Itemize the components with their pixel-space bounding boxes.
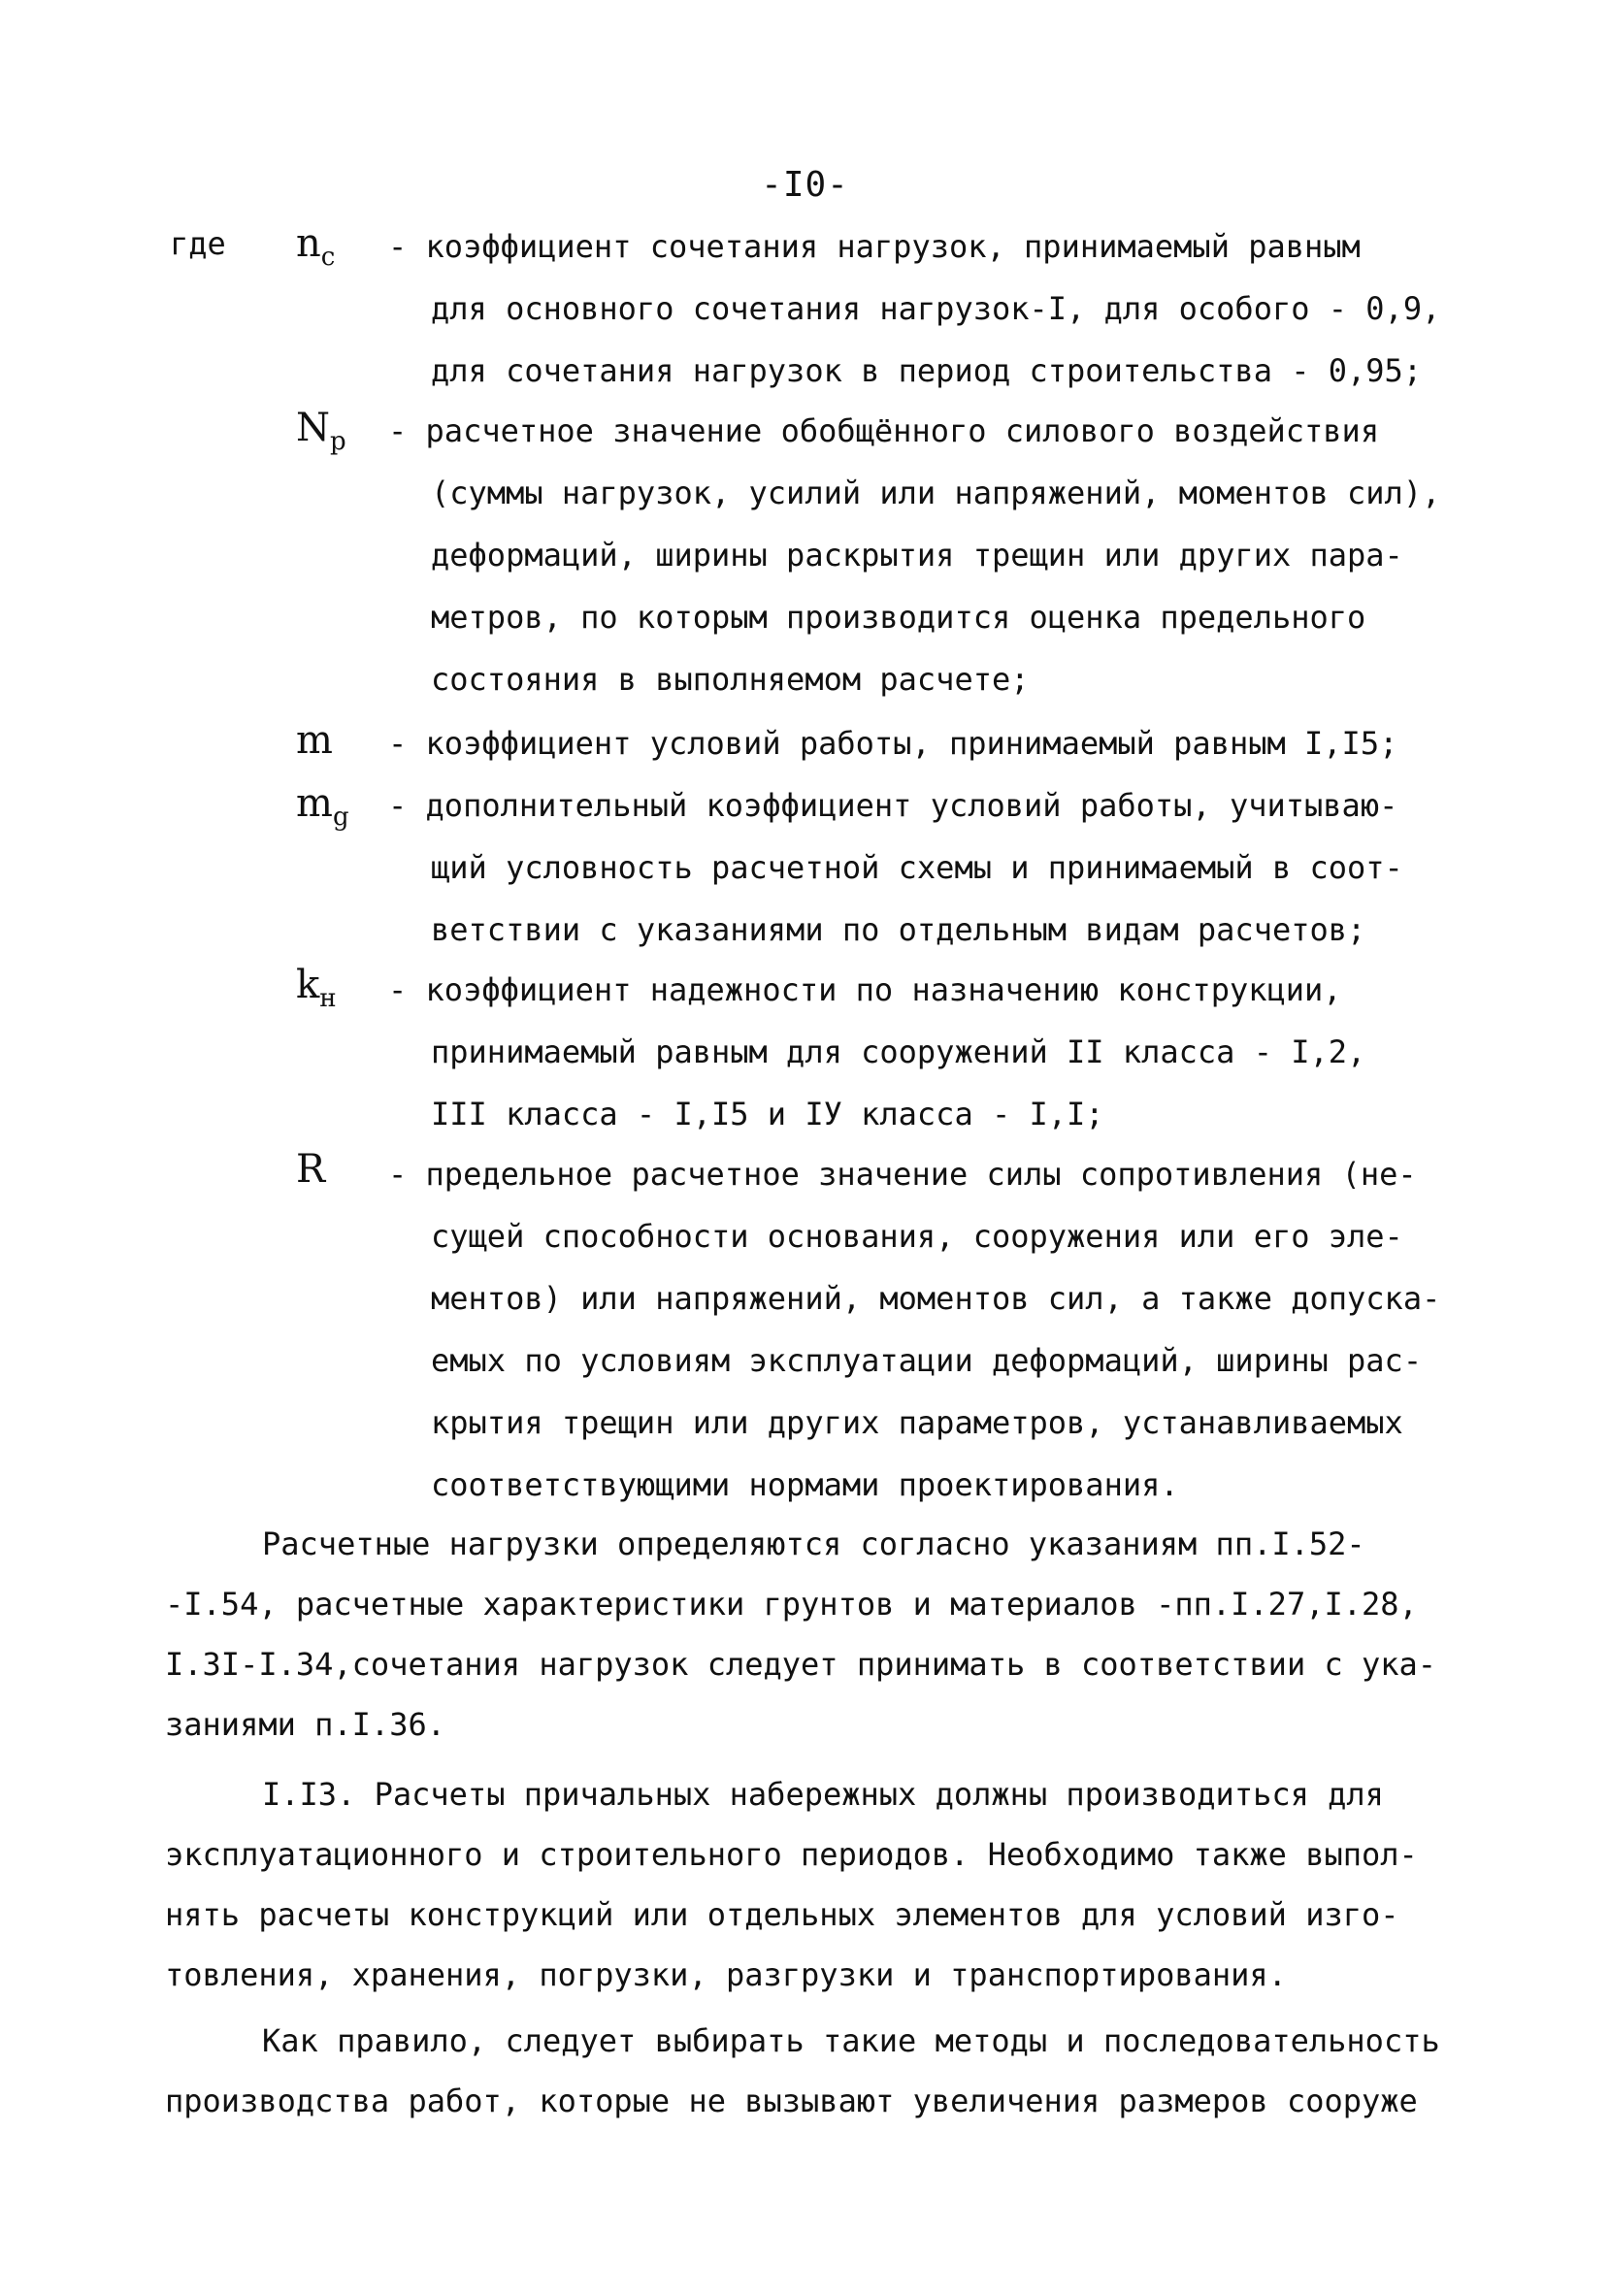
definition-line: для основного сочетания нагрузок-I, для особого - 0,9, bbox=[431, 290, 1441, 327]
definition-line: - предельное расчетное значение силы сопротивления (не- bbox=[388, 1156, 1417, 1193]
definition-kn bbox=[388, 959, 1446, 1145]
definition-line: - дополнительный коэффициент условий работы, учитываю- bbox=[388, 787, 1398, 824]
symbol-main: N bbox=[296, 406, 330, 450]
definition-line: соответствующими нормами проектирования. bbox=[431, 1466, 1179, 1503]
definition-m bbox=[388, 712, 1446, 774]
symbol-main: n bbox=[296, 221, 321, 266]
symbol-mg bbox=[296, 781, 349, 832]
symbol-r bbox=[296, 1147, 325, 1197]
definition-line: - коэффициент условий работы, принимаемый равным I,I5; bbox=[388, 725, 1398, 762]
definition-line: сущей способности основания, сооружения или его эле- bbox=[431, 1218, 1403, 1255]
definition-line: ментов) или напряжений, моментов сил, а также допуска- bbox=[431, 1280, 1441, 1317]
definition-line: - расчетное значение обобщённого силового воздействия bbox=[388, 412, 1380, 449]
paragraph-line: Расчетные нагрузки определяются согласно указаниям пп.I.52- bbox=[262, 1525, 1365, 1562]
definition-line: емых по условиям эксплуатации деформаций, ширины рас- bbox=[431, 1342, 1423, 1379]
paragraph-line: эксплуатационного и строительного периодов. Необходимо также выпол- bbox=[165, 1836, 1418, 1873]
paragraph-line: товления, хранения, погрузки, разгрузки и транспортирования. bbox=[165, 1956, 1287, 1993]
symbol-kn bbox=[296, 963, 337, 1013]
definition-np bbox=[388, 400, 1446, 710]
paragraph-line: I.3I-I.34,сочетания нагрузок следует принимать в соответствии с ука- bbox=[165, 1646, 1437, 1683]
symbol-subscript: p bbox=[330, 427, 346, 456]
symbol-main: m bbox=[296, 718, 333, 763]
paragraph-line: производства работ, которые не вызывают увеличения размеров сооруже bbox=[165, 2083, 1418, 2119]
page-number: -I0- bbox=[761, 165, 849, 205]
definition-line: метров, по которым производится оценка предельного bbox=[431, 599, 1366, 636]
definition-r bbox=[388, 1143, 1446, 1516]
paragraph-1-13 bbox=[165, 1764, 1465, 2005]
definition-line: - коэффициент сочетания нагрузок, принимаемый равным bbox=[388, 228, 1361, 265]
definition-line: для сочетания нагрузок в период строительства - 0,95; bbox=[431, 352, 1423, 389]
paragraph-line: нять расчеты конструкций или отдельных элементов для условий изго- bbox=[165, 1896, 1399, 1933]
paragraph-line: -I.54, расчетные характеристики грунтов и материалов -пп.I.27,I.28, bbox=[165, 1586, 1418, 1623]
symbol-np bbox=[296, 406, 346, 456]
definition-line: состояния в выполняемом расчете; bbox=[431, 661, 1030, 698]
symbol-main: R bbox=[296, 1147, 326, 1192]
symbol-subscript: g bbox=[332, 803, 349, 832]
definition-line: крытия трещин или других параметров, устанавливаемых bbox=[431, 1404, 1403, 1441]
definition-line: III класса - I,I5 и IУ класса - I,I; bbox=[431, 1096, 1104, 1132]
definition-line: (суммы нагрузок, усилий или напряжений, моментов сил), bbox=[431, 475, 1441, 511]
symbol-nc bbox=[296, 221, 335, 272]
paragraph-line: I.I3. Расчеты причальных набережных должны производиться для bbox=[262, 1776, 1384, 1813]
definition-line: принимаемый равным для сооружений II класса - I,2, bbox=[431, 1033, 1366, 1070]
definition-line: - коэффициент надежности по назначению конструкции, bbox=[388, 971, 1342, 1008]
where-label: где bbox=[170, 225, 226, 262]
definition-mg bbox=[388, 774, 1446, 961]
symbol-m bbox=[296, 718, 333, 769]
symbol-subscript: н bbox=[319, 984, 337, 1013]
definition-line: щий условность расчетной схемы и принимаемый в соот- bbox=[431, 849, 1403, 886]
definition-nc bbox=[388, 215, 1446, 402]
paragraph-line: Как правило, следует выбирать такие методы и последовательность bbox=[262, 2022, 1440, 2059]
symbol-subscript: c bbox=[320, 243, 336, 272]
paragraph-loads bbox=[165, 1514, 1465, 1755]
symbol-main: k bbox=[296, 963, 320, 1007]
paragraph-line: заниями п.I.36. bbox=[165, 1706, 445, 1743]
definition-line: ветствии с указаниями по отдельным видам расчетов; bbox=[431, 911, 1366, 948]
paragraph-methods bbox=[165, 2011, 1465, 2131]
symbol-main: m bbox=[296, 781, 333, 826]
definition-line: деформаций, ширины раскрытия трещин или других пара- bbox=[431, 537, 1403, 574]
